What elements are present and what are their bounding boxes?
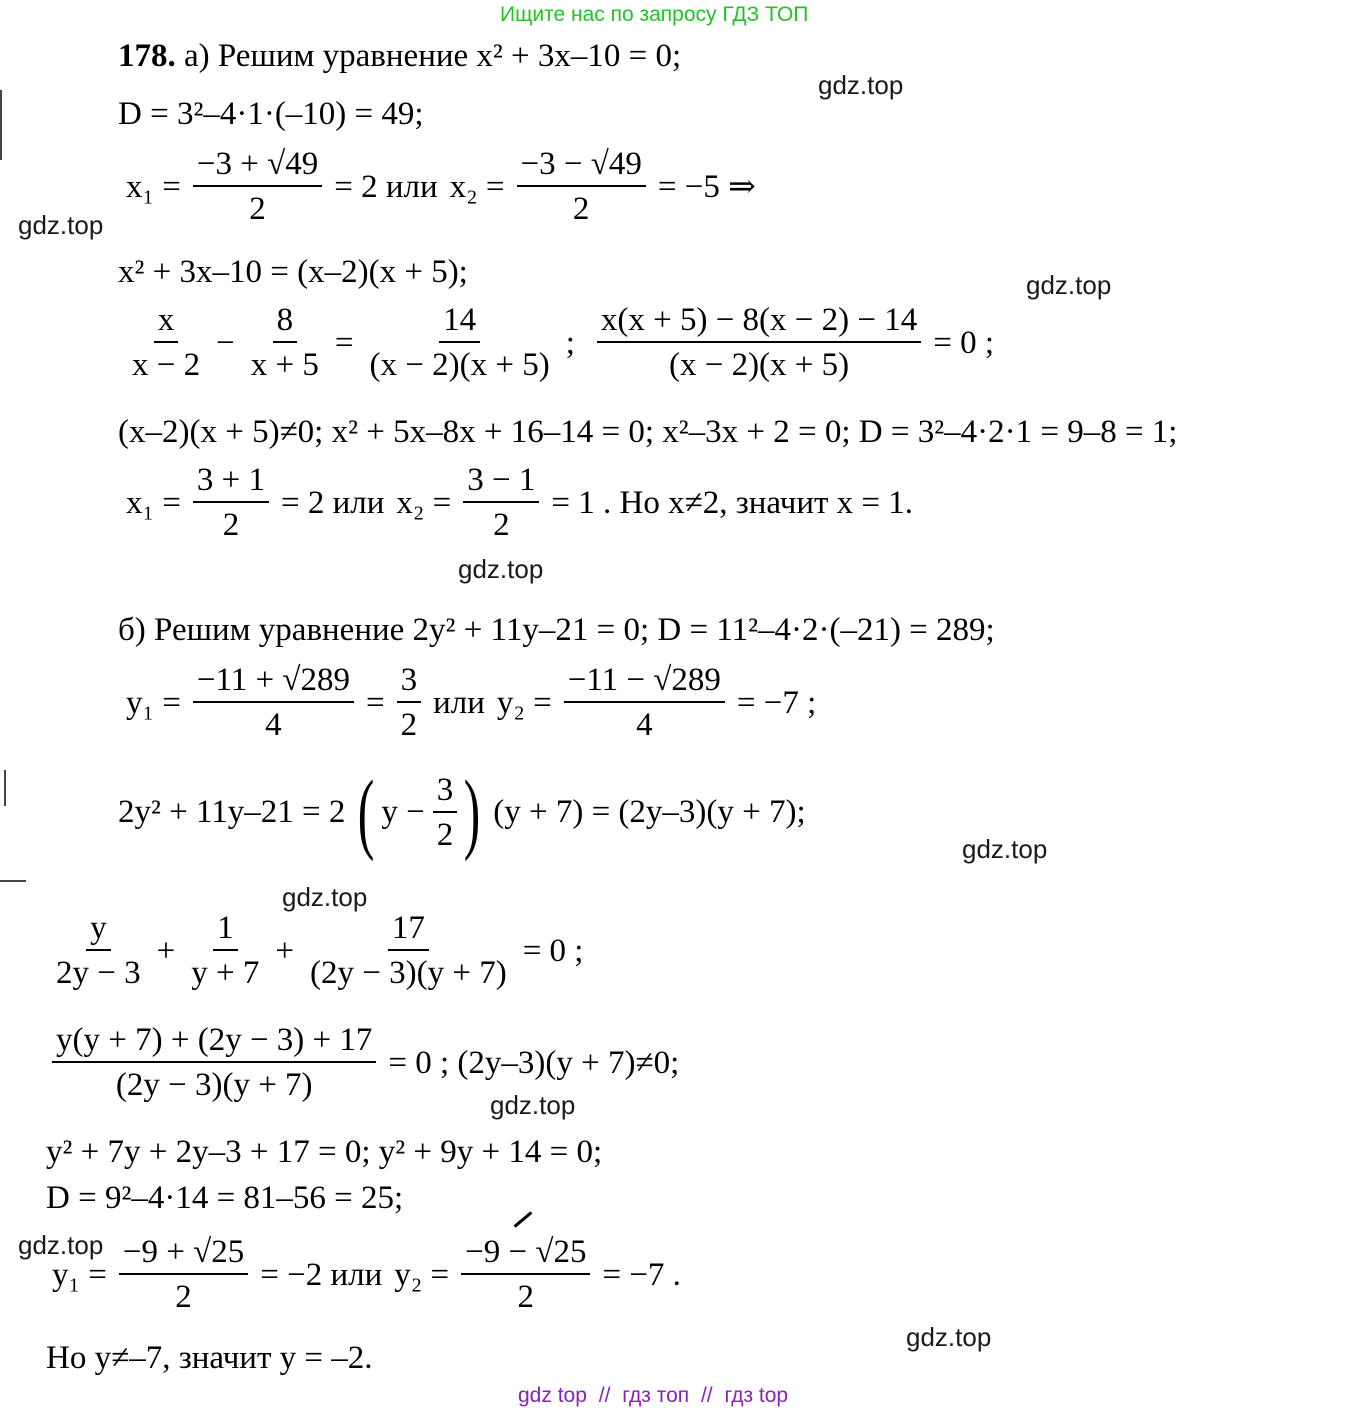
watermark: gdz.top — [458, 554, 544, 584]
fraction — [397, 664, 422, 742]
denominator: 2 — [493, 507, 510, 543]
numerator: 3 + 1 — [193, 464, 269, 503]
denominator: 2 — [400, 707, 418, 743]
part-a-line-7 — [126, 464, 913, 542]
denominator: 2 — [249, 191, 266, 227]
operator: + — [275, 932, 294, 969]
fraction — [193, 148, 322, 226]
watermark: gdz.top — [1026, 270, 1112, 300]
denominator: 2 — [517, 1279, 535, 1315]
numerator: 1 — [213, 912, 238, 951]
result: = 0 ; — [522, 932, 584, 969]
watermark: gdz.top — [282, 882, 368, 912]
watermark: gdz.top — [962, 834, 1048, 864]
numerator: 3 — [433, 774, 458, 813]
part-a-line-4: x² + 3x–10 = (x–2)(x + 5); — [118, 254, 468, 290]
footer-link[interactable]: гдз top — [724, 1384, 789, 1407]
right-paren: ) — [463, 763, 481, 862]
lhs: y₁ = — [126, 684, 181, 721]
scan-edge-mark — [0, 90, 2, 160]
numerator: 8 — [273, 304, 298, 343]
separator: ; — [565, 324, 575, 361]
lhs: x₁ = — [126, 168, 181, 205]
numerator: 3 − 1 — [463, 464, 539, 503]
result: = −2 или — [260, 1256, 383, 1293]
fraction — [433, 771, 458, 853]
conjunction: или — [433, 684, 485, 721]
watermark: gdz.top — [18, 1230, 104, 1260]
denominator: (2y − 3)(y + 7) — [115, 1067, 313, 1103]
denominator: (x − 2)(x + 5) — [369, 347, 550, 383]
part-a-line-6: (x–2)(x + 5)≠0; x² + 5x–8x + 16–14 = 0; x²–3x + 2 = 0; D = 3²–4·2·1 = 9–8 = 1; — [118, 414, 1178, 450]
numerator: −11 + √289 — [193, 664, 354, 703]
part-b-line-6: y² + 7y + 2y–3 + 17 = 0; y² + 9y + 14 = 0; — [46, 1134, 603, 1170]
result: = 0 ; (2y–3)(y + 7)≠0; — [388, 1044, 680, 1081]
lhs: x₁ = — [126, 484, 181, 521]
numerator: x(x + 5) − 8(x − 2) − 14 — [597, 304, 921, 343]
denominator: 4 — [636, 707, 653, 743]
watermark: gdz.top — [906, 1322, 992, 1352]
result: = 1 . Но x≠2, значит x = 1. — [551, 484, 914, 521]
pen-tick-mark — [514, 1211, 533, 1227]
operator: − — [216, 324, 235, 361]
watermark: gdz.top — [490, 1090, 576, 1120]
lhs: y₂ = — [394, 1256, 450, 1293]
part-b-line-4 — [52, 912, 583, 990]
denominator: 2 — [175, 1279, 192, 1315]
denominator: 2 — [436, 816, 454, 853]
footer-link[interactable]: gdz top — [518, 1384, 587, 1407]
denominator: 2 — [572, 191, 590, 227]
fraction — [517, 148, 646, 226]
result: = −7 . — [602, 1256, 681, 1293]
fraction — [564, 664, 725, 742]
fraction — [366, 304, 554, 382]
footer-separator: // — [598, 1384, 611, 1407]
fraction — [193, 464, 269, 542]
rhs: (y + 7) = (2y–3)(y + 7); — [493, 794, 806, 830]
part-b-line-3 — [118, 763, 806, 862]
operator: = — [365, 684, 385, 721]
numerator: −3 + √49 — [193, 148, 322, 187]
denominator: 2 — [222, 507, 240, 543]
result: = −5 ⇒ — [657, 168, 756, 205]
numerator: 17 — [388, 912, 429, 951]
result: = −7 ; — [736, 684, 817, 721]
fraction — [597, 304, 921, 382]
fraction — [463, 464, 539, 542]
lhs: x₂ = — [449, 168, 505, 205]
numerator: 14 — [439, 304, 480, 343]
denominator: y + 7 — [191, 955, 260, 991]
part-a-line-2: D = 3²–4·1·(–10) = 49; — [118, 96, 424, 132]
part-a-line-3 — [126, 148, 756, 226]
operator: + — [156, 932, 176, 969]
footer-link[interactable]: гдз топ — [622, 1384, 690, 1407]
fraction — [306, 912, 511, 990]
watermark: gdz.top — [18, 210, 104, 240]
footer-links — [518, 1384, 788, 1408]
footer-separator: // — [700, 1384, 713, 1407]
part-b-line-8 — [52, 1236, 681, 1314]
problem-number: 178. — [118, 38, 176, 74]
fraction — [247, 304, 323, 382]
fraction — [119, 1236, 248, 1314]
numerator: −9 − √25 — [461, 1236, 590, 1275]
denominator: x − 2 — [132, 347, 201, 383]
denominator: 2y − 3 — [56, 955, 141, 991]
fraction — [461, 1236, 590, 1314]
lhs: y₂ = — [496, 684, 552, 721]
denominator: 4 — [265, 707, 282, 743]
result: = 0 ; — [933, 324, 995, 361]
lhs: 2y² + 11y–21 = 2 — [118, 794, 346, 830]
fraction — [187, 912, 263, 990]
parenthesized-group — [351, 763, 487, 862]
numerator: x — [154, 304, 179, 343]
denominator: (2y − 3)(y + 7) — [310, 955, 507, 991]
part-b-line-7: D = 9²–4·14 = 81–56 = 25; — [46, 1180, 404, 1216]
denominator: (x − 2)(x + 5) — [668, 347, 850, 383]
problem-header — [118, 40, 681, 73]
watermark: gdz.top — [818, 70, 904, 100]
left-paren: ( — [358, 763, 375, 862]
fraction — [52, 1024, 376, 1102]
fraction — [128, 304, 204, 382]
part-a-line-5 — [128, 304, 994, 382]
part-b-line-9: Но y≠–7, значит y = –2. — [46, 1340, 373, 1376]
scan-edge-line — [0, 880, 26, 882]
numerator: y — [86, 912, 111, 951]
fraction — [52, 912, 145, 990]
part-b-line-1: б) Решим уравнение 2y² + 11y–21 = 0; D = 11²–4·2·(–21) = 289; — [118, 612, 995, 648]
numerator: −9 + √25 — [119, 1236, 248, 1275]
promo-banner[interactable]: Ищите нас по запросу ГДЗ ТОП — [500, 3, 809, 26]
result: = 2 или — [281, 484, 385, 521]
operator: = — [334, 324, 354, 361]
part-b-line-2 — [126, 664, 816, 742]
result: = 2 или — [334, 168, 438, 205]
inner-expr: y − — [381, 794, 425, 830]
fraction — [193, 664, 354, 742]
part-a-line-1: а) Решим уравнение x² + 3x–10 = 0; — [184, 38, 682, 74]
numerator: −3 − √49 — [517, 148, 646, 187]
lhs: y₁ = — [52, 1256, 107, 1293]
numerator: y(y + 7) + (2y − 3) + 17 — [52, 1024, 376, 1063]
numerator: −11 − √289 — [564, 664, 725, 703]
lhs: x₂ = — [396, 484, 452, 521]
denominator: x + 5 — [250, 347, 319, 383]
scan-edge-mark — [4, 770, 6, 806]
numerator: 3 — [397, 664, 422, 703]
part-b-line-5 — [52, 1024, 679, 1102]
